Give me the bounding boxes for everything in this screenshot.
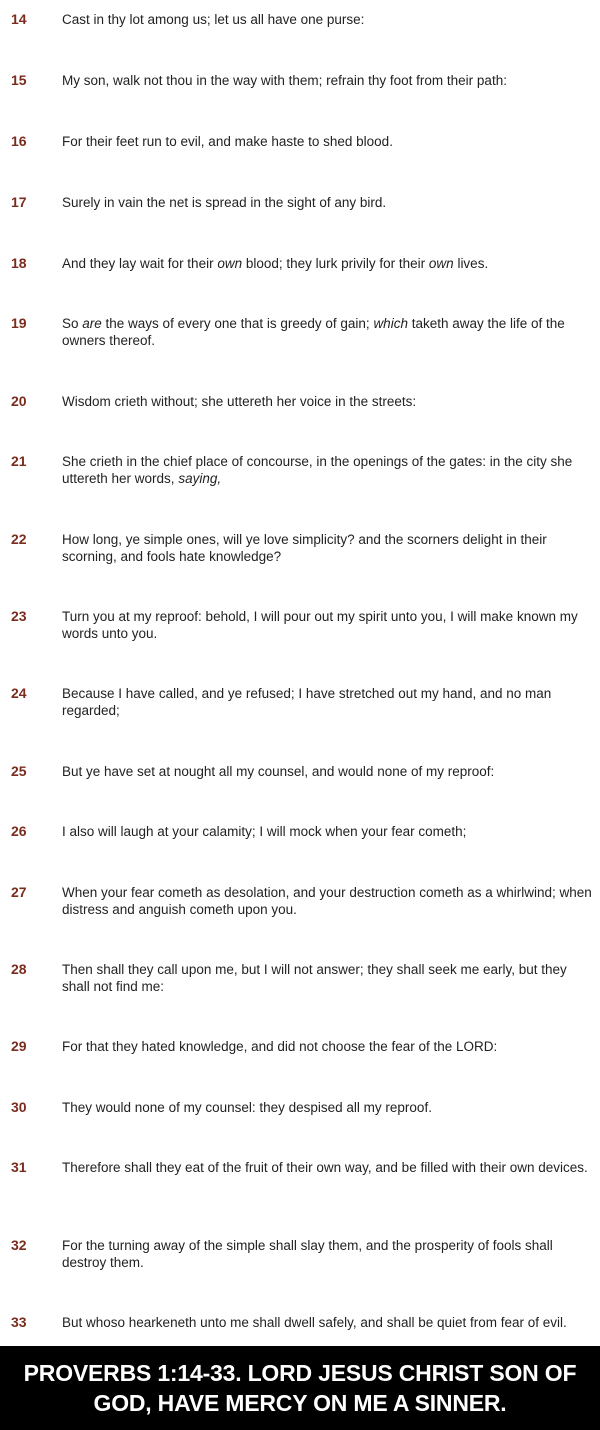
verse-text	[62, 393, 598, 410]
text-segment: Therefore shall they eat of the fruit of their own way, and be filled with their own devices.	[62, 1160, 588, 1175]
verse-text	[62, 685, 598, 719]
text-segment: Surely in vain the net is spread in the sight of any bird.	[62, 195, 387, 210]
italic-text: are	[82, 316, 102, 331]
text-segment: But whoso hearkeneth unto me shall dwell safely, and shall be quiet from fear of evil.	[62, 1315, 567, 1330]
text-segment: lives.	[453, 256, 489, 271]
verse-number: 16	[11, 133, 27, 149]
italic-text: which	[373, 316, 408, 331]
text-segment: How long, ye simple ones, will ye love simplicity? and the scorners delight in their scorning, and fools hate knowledge?	[62, 532, 547, 564]
text-segment: Turn you at my reproof: behold, I will pour out my spirit unto you, I will make known my words unto you.	[62, 609, 578, 641]
verse-text	[62, 1159, 598, 1176]
italic-text: saying,	[178, 471, 222, 486]
italic-text: own	[428, 256, 454, 271]
verse-text	[62, 1099, 598, 1116]
verse-number: 29	[11, 1038, 27, 1054]
verse-number: 21	[11, 453, 27, 469]
footer-title: PROVERBS 1:14-33. LORD JESUS CHRIST SON OF GOD, HAVE MERCY ON ME A SINNER.	[23, 1360, 577, 1416]
text-segment: My son, walk not thou in the way with them; refrain thy foot from their path:	[62, 73, 507, 88]
verse-text	[62, 453, 598, 487]
text-segment: Because I have called, and ye refused; I have stretched out my hand, and no man regarded;	[62, 686, 552, 718]
verse-text	[62, 531, 598, 565]
verse-number: 17	[11, 194, 27, 210]
verse-number: 33	[11, 1314, 27, 1330]
verse-number: 24	[11, 685, 27, 701]
verse-text	[62, 1314, 598, 1331]
verse-number: 31	[11, 1159, 27, 1175]
verse-number: 25	[11, 763, 27, 779]
text-segment: When your fear cometh as desolation, and your destruction cometh as a whirlwind; when distress and anguish cometh upon you.	[62, 885, 592, 917]
verse-number: 30	[11, 1099, 27, 1115]
text-segment: But ye have set at nought all my counsel, and would none of my reproof:	[62, 764, 495, 779]
text-segment: So	[62, 316, 83, 331]
verse-number: 32	[11, 1237, 27, 1253]
verse-text	[62, 255, 598, 272]
italic-text: own	[217, 256, 243, 271]
text-segment: For their feet run to evil, and make haste to shed blood.	[62, 134, 393, 149]
verse-text	[62, 961, 598, 995]
verse-text	[62, 1038, 598, 1055]
text-segment: taketh away the life of the owners thereof.	[62, 316, 565, 348]
verse-text	[62, 11, 598, 28]
verse-text	[62, 133, 598, 150]
verse-number: 28	[11, 961, 27, 977]
text-segment: I also will laugh at your calamity; I will mock when your fear cometh;	[62, 824, 467, 839]
text-segment: the ways of every one that is greedy of gain;	[101, 316, 374, 331]
text-segment: blood; they lurk privily for their	[242, 256, 429, 271]
verse-number: 19	[11, 315, 27, 331]
verse-text	[62, 884, 598, 918]
verse-text	[62, 72, 598, 89]
verse-text	[62, 763, 598, 780]
verse-number: 14	[11, 11, 27, 27]
verse-text	[62, 315, 598, 349]
text-segment: She crieth in the chief place of concourse, in the openings of the gates: in the city she uttereth her words,	[62, 454, 573, 486]
text-segment: Cast in thy lot among us; let us all have one purse:	[62, 12, 365, 27]
verse-text	[62, 608, 598, 642]
verse-number: 22	[11, 531, 27, 547]
verse-number: 15	[11, 72, 27, 88]
text-segment: For the turning away of the simple shall slay them, and the prosperity of fools shall destroy them.	[62, 1238, 553, 1270]
verse-text	[62, 823, 598, 840]
footer-banner	[0, 1346, 600, 1430]
text-segment: Wisdom crieth without; she uttereth her voice in the streets:	[62, 394, 417, 409]
verse-number: 20	[11, 393, 27, 409]
text-segment: And they lay wait for their	[62, 256, 218, 271]
verse-number: 27	[11, 884, 27, 900]
verse-number: 18	[11, 255, 27, 271]
text-segment: For that they hated knowledge, and did not choose the fear of the LORD:	[62, 1039, 498, 1054]
verse-number: 23	[11, 608, 27, 624]
text-segment: Then shall they call upon me, but I will not answer; they shall seek me early, but they shall not find me:	[62, 962, 567, 994]
verse-text	[62, 1237, 598, 1271]
verse-number: 26	[11, 823, 27, 839]
verse-text	[62, 194, 598, 211]
text-segment: They would none of my counsel: they despised all my reproof.	[62, 1100, 432, 1115]
